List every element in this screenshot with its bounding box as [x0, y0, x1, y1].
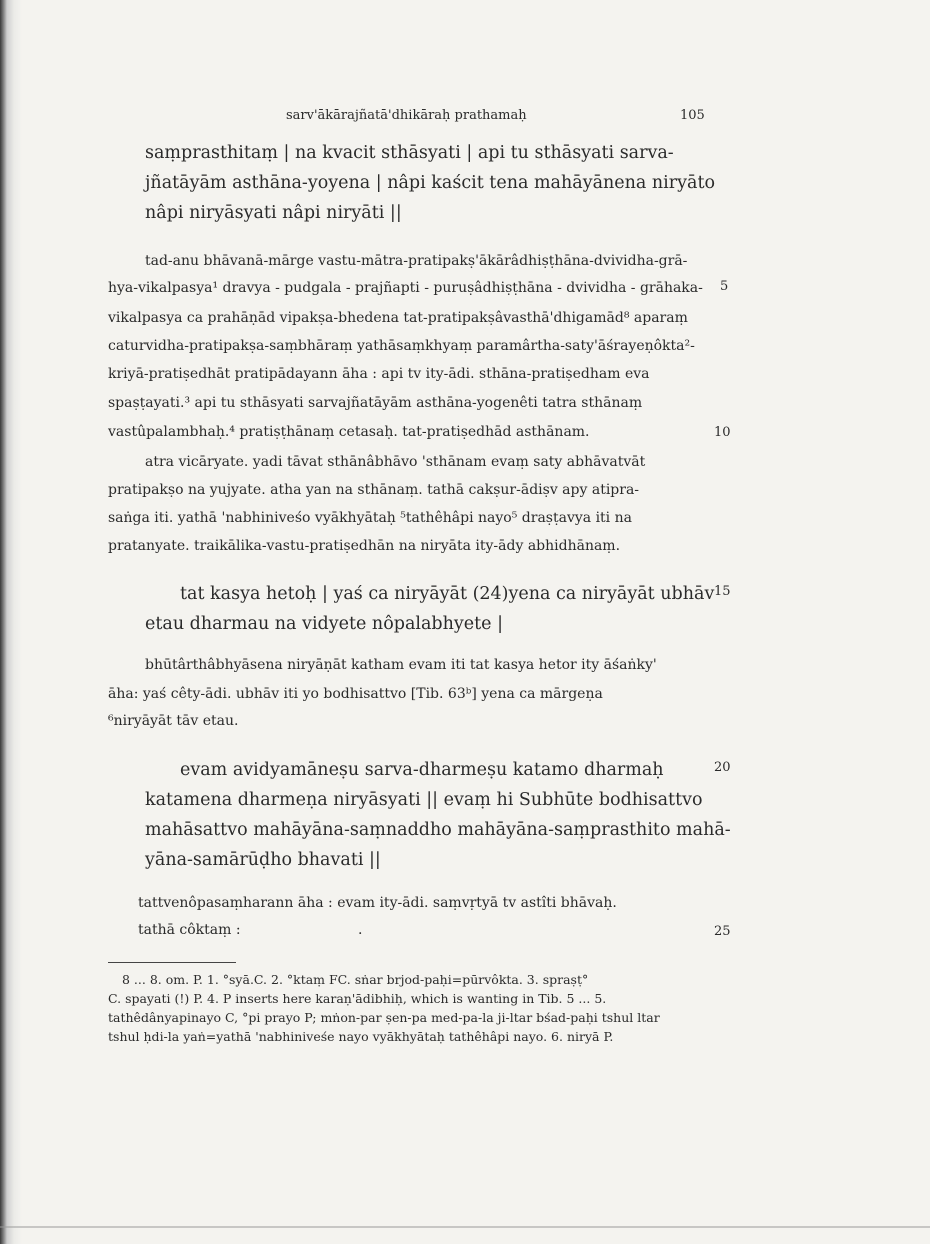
- book-spine-shadow: [0, 0, 22, 1244]
- root-line: etau dharmau na vidyete nôpalabhyete |: [145, 614, 503, 634]
- root-line: tat kasya hetoḥ | yaś ca niryāyāt (24)yena ca niryāyāt ubhāv: [180, 584, 715, 604]
- commentary-line: bhūtârthâbhyāsena niryāṇāt katham evam iti tat kasya hetor ity āśaṅky': [145, 657, 657, 673]
- commentary-line: hya-vikalpasya¹ dravya - pudgala - prajñapti - puruṣâdhiṣṭhāna - dvividha - grāhaka-: [108, 280, 703, 296]
- root-line: nâpi niryāsyati nâpi niryāti ||: [145, 203, 402, 223]
- footnote-line: C. spayati (!) P. 4. P inserts here karaṇ'ādibhiḥ, which is wanting in Tib. 5 ... 5.: [108, 991, 607, 1006]
- footnote-rule: [108, 962, 236, 963]
- commentary-line: tad-anu bhāvanā-mārge vastu-mātra-pratipakṣ'ākārâdhiṣṭhāna-dvividha-grā-: [145, 253, 688, 269]
- commentary-line: ⁶niryāyāt tāv etau.: [108, 713, 239, 729]
- commentary-line: pratipakṣo na yujyate. atha yan na sthānaṃ. tathā cakṣur-ādiṣv apy atipra-: [108, 482, 640, 498]
- commentary-line: saṅga iti. yathā 'nabhiniveśo vyākhyātaḥ ⁵tathêhâpi nayo⁵ draṣṭavya iti na: [108, 510, 632, 526]
- stray-mark: .: [358, 922, 363, 938]
- commentary-line: tattvenôpasaṃharann āha : evam ity-ādi. saṃvṛtyā tv astîti bhāvaḥ.: [138, 895, 617, 911]
- commentary-line: kriyā-pratiṣedhāt pratipādayann āha : api tv ity-ādi. sthāna-pratiṣedham eva: [108, 366, 650, 382]
- page-number: 105: [680, 108, 705, 123]
- commentary-line: pratanyate. traikālika-vastu-pratiṣedhān na niryāta ity-ādy abhidhānaṃ.: [108, 538, 621, 554]
- root-line: yāna-samārūḍho bhavati ||: [145, 850, 381, 870]
- page-bottom-edge: [0, 1226, 930, 1228]
- line-number: 15: [714, 584, 731, 599]
- footnote-line: 8 ... 8. om. P. 1. °syā.C. 2. °ktaṃ FC. sṅar brjod-paḥi=pūrvôkta. 3. spraṣṭ°: [122, 972, 589, 987]
- running-title: sarv'ākārajñatā'dhikāraḥ prathamaḥ: [286, 108, 527, 123]
- commentary-line: tathā côktaṃ :: [138, 922, 241, 938]
- root-line: evam avidyamāneṣu sarva-dharmeṣu katamo dharmaḥ: [180, 760, 664, 780]
- root-line: mahāsattvo mahāyāna-saṃnaddho mahāyāna-saṃprasthito mahā-: [145, 820, 731, 840]
- commentary-line: āha: yaś cêty-ādi. ubhāv iti yo bodhisattvo [Tib. 63ᵇ] yena ca mārgeṇa: [108, 686, 603, 702]
- line-number: 10: [714, 425, 731, 440]
- root-line: saṃprasthitaṃ | na kvacit sthāsyati | api tu sthāsyati sarva-: [145, 143, 674, 163]
- commentary-line: spaṣṭayati.³ api tu sthāsyati sarvajñatāyām asthāna-yogenêti tatra sthānaṃ: [108, 395, 643, 411]
- commentary-line: atra vicāryate. yadi tāvat sthānâbhāvo 'sthānam evaṃ saty abhāvatvāt: [145, 454, 646, 470]
- commentary-line: vastûpalambhaḥ.⁴ pratiṣṭhānaṃ cetasaḥ. tat-pratiṣedhād asthānam.: [108, 424, 590, 440]
- line-number: 20: [714, 760, 731, 775]
- commentary-line: vikalpasya ca prahāṇād vipakṣa-bhedena tat-pratipakṣâvasthā'dhigamād⁸ aparaṃ: [108, 310, 688, 326]
- commentary-line: caturvidha-pratipakṣa-saṃbhāraṃ yathāsaṃkhyaṃ paramârtha-saty'āśrayeṇôkta²-: [108, 338, 695, 354]
- footnote-line: tshul ḥdi-la yaṅ=yathā 'nabhiniveśe nayo vyākhyātaḥ tathêhâpi nayo. 6. niryā P.: [108, 1029, 614, 1044]
- root-line: jñatāyām asthāna-yoyena | nâpi kaścit tena mahāyānena niryāto: [145, 173, 716, 193]
- line-number: 5: [720, 279, 729, 294]
- line-number: 25: [714, 924, 731, 939]
- root-line: katamena dharmeṇa niryāsyati || evaṃ hi Subhūte bodhisattvo: [145, 790, 703, 810]
- footnote-line: tathêdânyapinayo C, °pi prayo P; mṅon-par ṣen-pa med-pa-la ji-ltar bśad-paḥi tshul ltar: [108, 1010, 660, 1025]
